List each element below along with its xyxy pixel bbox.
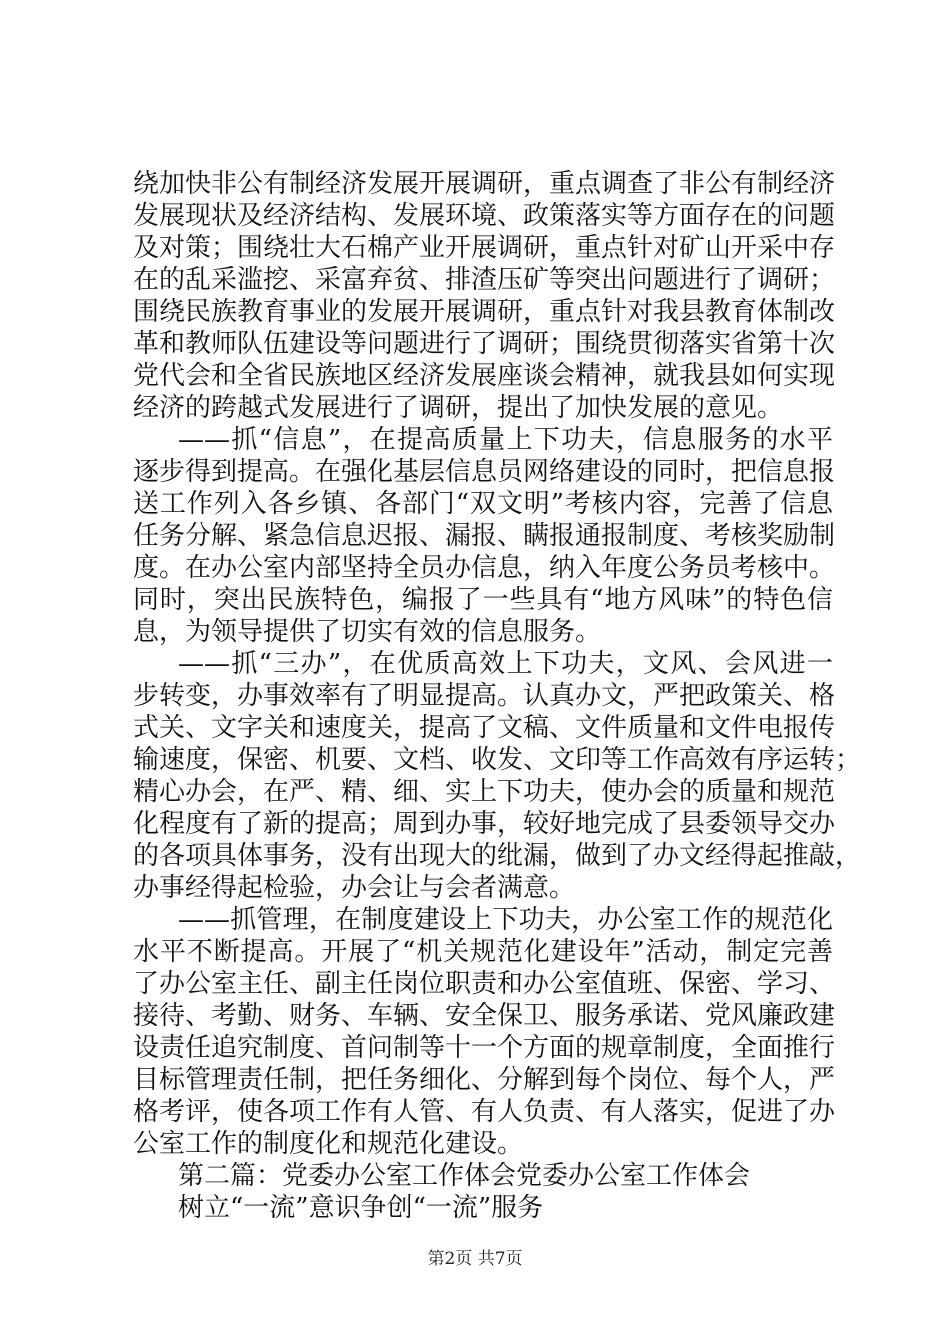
text-line: 度。在办公室内部坚持全员办信息，纳入年度公务员考核中。 bbox=[133, 553, 836, 583]
text-line: 水平不断提高。开展了“机关规范化建设年”活动，制定完善 bbox=[133, 937, 833, 967]
text-line: 目标管理责任制，把任务细化、分解到每个岗位、每个人，严 bbox=[133, 1065, 836, 1095]
text-line: 设责任追究制度、首问制等十一个方面的规章制度，全面推行 bbox=[133, 1033, 836, 1063]
text-line: 的各项具体事务，没有出现大的纰漏，做到了办文经得起推敲， bbox=[133, 841, 862, 871]
text-line: 逐步得到提高。在强化基层信息员网络建设的同时，把信息报 bbox=[133, 457, 836, 487]
text-line: 任务分解、紧急信息迟报、漏报、瞒报通报制度、考核奖励制 bbox=[133, 521, 836, 551]
paragraph-start-line: ——抓“信息”，在提高质量上下功夫，信息服务的水平 bbox=[178, 425, 833, 455]
paragraph-start-line: ——抓管理，在制度建设上下功夫，办公室工作的规范化 bbox=[178, 905, 833, 935]
text-line: 息，为领导提供了切实有效的信息服务。 bbox=[133, 617, 602, 647]
text-line: 接待、考勤、财务、车辆、安全保卫、服务承诺、党风廉政建 bbox=[133, 1001, 836, 1031]
text-line: 式关、文字关和速度关，提高了文稿、文件质量和文件电报传 bbox=[133, 713, 836, 743]
text-line: 党代会和全省民族地区经济发展座谈会精神，就我县如何实现 bbox=[133, 361, 836, 391]
text-line: 步转变，办事效率有了明显提高。认真办文，严把政策关、格 bbox=[133, 681, 836, 711]
text-line: 及对策；围绕壮大石棉产业开展调研，重点针对矿山开采中存 bbox=[133, 233, 836, 263]
paragraph-start-line: ——抓“三办”，在优质高效上下功夫，文风、会风进一 bbox=[178, 649, 833, 679]
text-line: 化程度有了新的提高；周到办事，较好地完成了县委领导交办 bbox=[133, 809, 836, 839]
text-line: 发展现状及经济结构、发展环境、政策落实等方面存在的问题 bbox=[133, 201, 836, 231]
text-line: 革和教师队伍建设等问题进行了调研；围绕贯彻落实省第十次 bbox=[133, 329, 836, 359]
text-line: 同时，突出民族特色，编报了一些具有“地方风味”的特色信 bbox=[133, 585, 833, 615]
text-line: 经济的跨越式发展进行了调研，提出了加快发展的意见。 bbox=[133, 393, 784, 423]
text-line: 公室工作的制度化和规范化建设。 bbox=[133, 1129, 524, 1159]
section-subheading: 树立“一流”意识争创“一流”服务 bbox=[178, 1193, 544, 1223]
text-line: 围绕民族教育事业的发展开展调研，重点针对我县教育体制改 bbox=[133, 297, 836, 327]
text-line: 格考评，使各项工作有人管、有人负责、有人落实，促进了办 bbox=[133, 1097, 836, 1127]
text-line: 办事经得起检验，办会让与会者满意。 bbox=[133, 873, 576, 903]
text-line: 输速度，保密、机要、文档、收发、文印等工作高效有序运转； bbox=[133, 745, 862, 775]
text-line: 了办公室主任、副主任岗位职责和办公室值班、保密、学习、 bbox=[133, 969, 836, 999]
text-line: 在的乱采滥挖、采富弃贫、排渣压矿等突出问题进行了调研； bbox=[133, 265, 836, 295]
page-number-footer: 第2页 共7页 bbox=[427, 1249, 523, 1269]
text-line: 绕加快非公有制经济发展开展调研，重点调查了非公有制经济 bbox=[133, 169, 836, 199]
text-line: 送工作列入各乡镇、各部门“双文明”考核内容，完善了信息 bbox=[133, 489, 833, 519]
text-line: 精心办会，在严、精、细、实上下功夫，使办会的质量和规范 bbox=[133, 777, 836, 807]
section-heading: 第二篇：党委办公室工作体会党委办公室工作体会 bbox=[178, 1161, 751, 1191]
document-body bbox=[133, 168, 862, 1224]
